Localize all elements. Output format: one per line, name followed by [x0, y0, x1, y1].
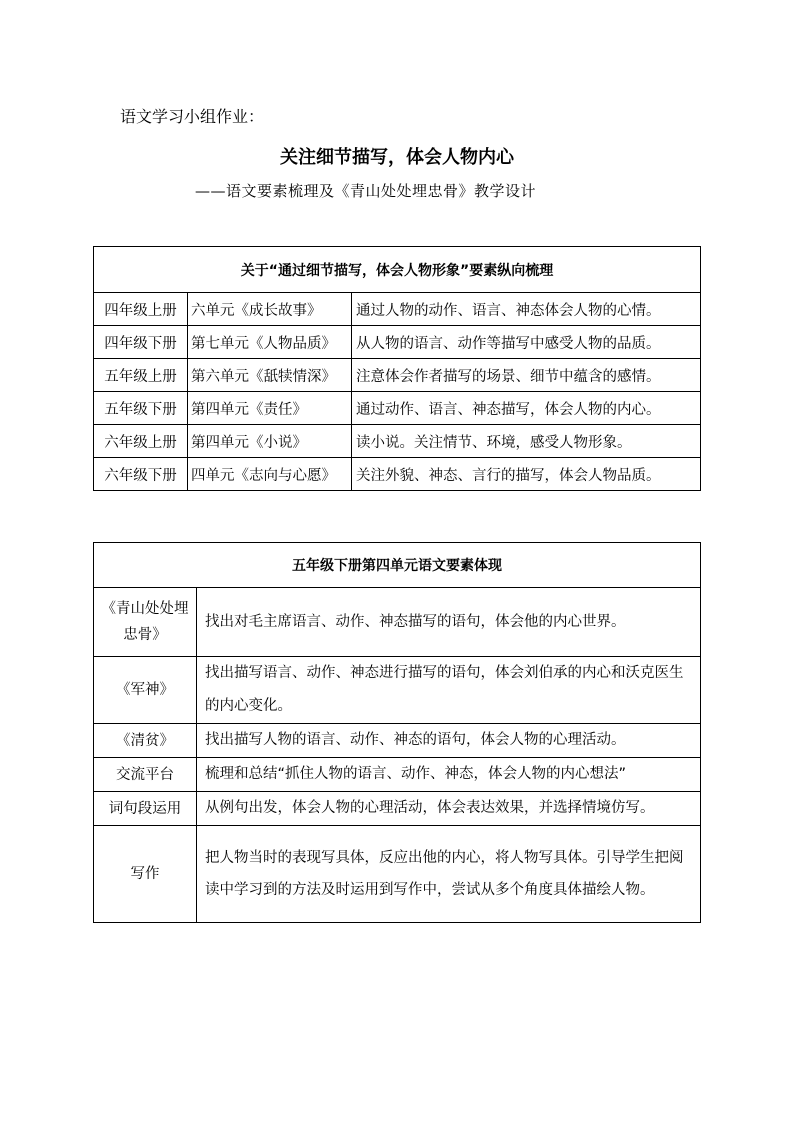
table-row [94, 724, 701, 758]
unit-cell: 第四单元《责任》 [188, 392, 352, 425]
unit-elements-table [93, 542, 701, 923]
content-cell: 找出描写人物的语言、动作、神态的语句，体会人物的心理活动。 [197, 724, 701, 758]
table1-heading: 关于“通过细节描写，体会人物形象”要素纵向梳理 [94, 247, 701, 293]
table-row [94, 293, 701, 326]
focus-cell: 通过动作、语言、神态描写，体会人物的内心。 [352, 392, 701, 425]
table-row [94, 588, 701, 657]
table-row [94, 657, 701, 724]
table-row [94, 326, 701, 359]
unit-cell: 第四单元《小说》 [188, 425, 352, 458]
focus-cell: 读小说。关注情节、环境，感受人物形象。 [352, 425, 701, 458]
table-row [94, 392, 701, 425]
unit-cell: 六单元《成长故事》 [188, 293, 352, 326]
focus-cell: 从人物的语言、动作等描写中感受人物的品质。 [352, 326, 701, 359]
table-row [94, 826, 701, 923]
item-cell: 《青山处处埋忠骨》 [94, 588, 197, 657]
unit-cell: 第七单元《人物品质》 [188, 326, 352, 359]
group-assignment-label: 语文学习小组作业： [120, 107, 265, 126]
item-cell: 词句段运用 [94, 792, 197, 826]
focus-cell: 通过人物的动作、语言、神态体会人物的心情。 [352, 293, 701, 326]
grade-cell: 五年级上册 [94, 359, 188, 392]
grade-cell: 六年级上册 [94, 425, 188, 458]
item-cell: 《清贫》 [94, 724, 197, 758]
content-cell: 找出对毛主席语言、动作、神态描写的语句，体会他的内心世界。 [197, 588, 701, 657]
item-cell: 交流平台 [94, 758, 197, 792]
content-cell: 梳理和总结“抓住人物的语言、动作、神态，体会人物的内心想法” [197, 758, 701, 792]
table-row [94, 425, 701, 458]
grade-cell: 六年级下册 [94, 458, 188, 491]
item-cell: 《军神》 [94, 657, 197, 724]
item-cell: 写作 [94, 826, 197, 923]
focus-cell: 注意体会作者描写的场景、细节中蕴含的感情。 [352, 359, 701, 392]
grade-cell: 四年级下册 [94, 326, 188, 359]
unit-cell: 四单元《志向与心愿》 [188, 458, 352, 491]
content-cell: 把人物当时的表现写具体，反应出他的内心，将人物写具体。引导学生把阅读中学习到的方法及时运用到写作中，尝试从多个角度具体描绘人物。 [197, 826, 701, 923]
table-row [94, 758, 701, 792]
grade-cell: 四年级上册 [94, 293, 188, 326]
table-row [94, 792, 701, 826]
table-row [94, 359, 701, 392]
document-title: 关注细节描写，体会人物内心 [280, 147, 514, 168]
table2-heading: 五年级下册第四单元语文要素体现 [94, 543, 701, 588]
table-row [94, 458, 701, 491]
document-subtitle: ——语文要素梳理及《青山处处埋忠骨》教学设计 [195, 182, 537, 200]
focus-cell: 关注外貌、神态、言行的描写，体会人物品质。 [352, 458, 701, 491]
grade-cell: 五年级下册 [94, 392, 188, 425]
vertical-sorting-table [93, 246, 701, 491]
content-cell: 找出描写语言、动作、神态进行描写的语句，体会刘伯承的内心和沃克医生的内心变化。 [197, 657, 701, 724]
content-cell: 从例句出发，体会人物的心理活动，体会表达效果，并选择情境仿写。 [197, 792, 701, 826]
unit-cell: 第六单元《舐犊情深》 [188, 359, 352, 392]
